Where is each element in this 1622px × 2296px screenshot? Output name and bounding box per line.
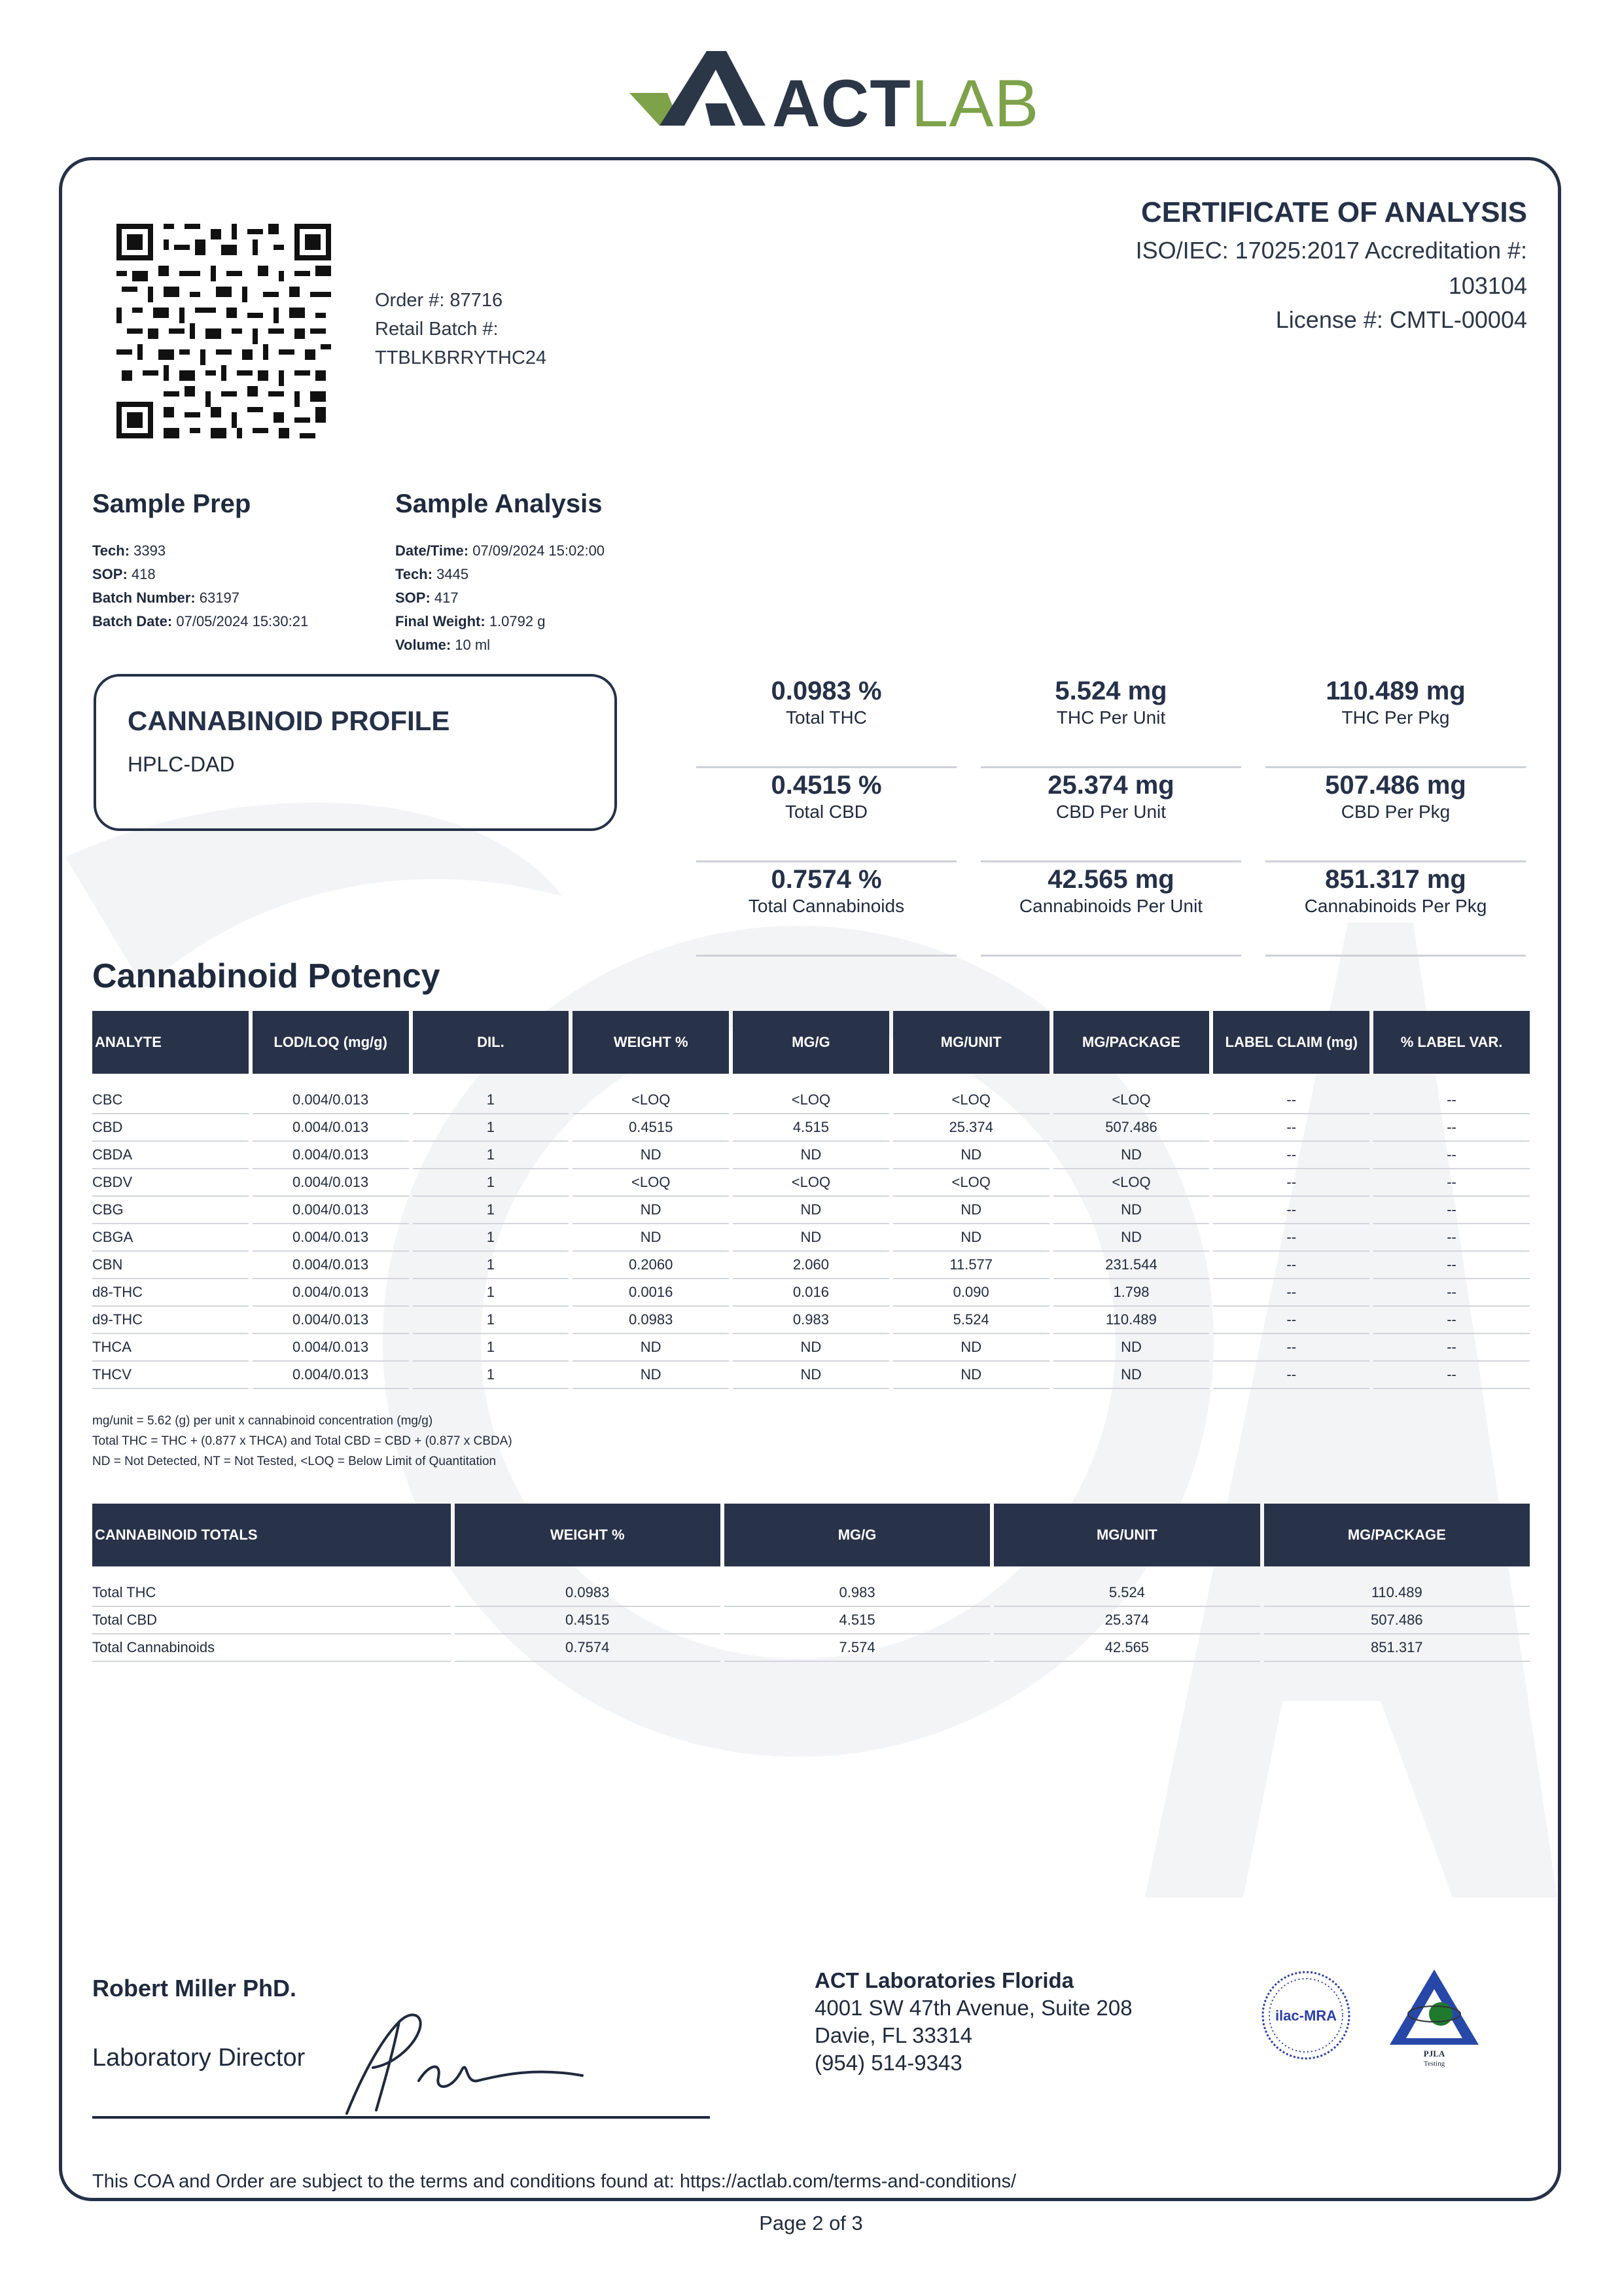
row-label-cell: CBG <box>92 1197 249 1224</box>
table-cell: ND <box>573 1362 729 1389</box>
table-cell: 5.524 <box>994 1580 1260 1607</box>
table-spacer <box>92 1566 1530 1580</box>
row-label-cell: CBN <box>92 1252 249 1279</box>
table-cell: <LOQ <box>733 1169 889 1197</box>
table-cell: 0.983 <box>733 1307 889 1334</box>
field-label: Final Weight: <box>395 613 485 629</box>
table-cell: 0.004/0.013 <box>253 1087 409 1114</box>
summary-label: Total Cannabinoids <box>748 896 905 916</box>
table-cell: 7.574 <box>724 1634 990 1662</box>
column-header: CANNABINOID TOTALS <box>92 1504 451 1566</box>
logo-text-lab: LAB <box>911 66 1040 141</box>
table-cell: 0.004/0.013 <box>253 1169 409 1197</box>
potency-row <box>92 1252 1530 1279</box>
totals-header-row <box>92 1504 1530 1566</box>
table-cell: 25.374 <box>893 1114 1049 1142</box>
table-cell: 0.0983 <box>573 1307 729 1334</box>
column-header: LOD/LOQ (mg/g) <box>253 1011 409 1074</box>
table-cell: -- <box>1373 1362 1530 1389</box>
table-cell: -- <box>1373 1197 1530 1224</box>
column-header: MG/UNIT <box>994 1504 1260 1566</box>
table-cell: ND <box>733 1334 889 1362</box>
table-cell: 507.486 <box>1264 1607 1530 1634</box>
summary-value: 25.374 mg <box>1048 771 1174 800</box>
table-cell: -- <box>1373 1307 1530 1334</box>
summary-row <box>696 864 1526 957</box>
actlab-logo-text <box>772 65 1039 142</box>
analysis-method: HPLC-DAD <box>128 752 235 776</box>
row-label-cell: Total Cannabinoids <box>92 1634 451 1662</box>
table-cell: 11.577 <box>893 1252 1049 1279</box>
field-label: SOP: <box>395 590 431 606</box>
table-cell: 507.486 <box>1053 1114 1210 1142</box>
terms-notice <box>92 2171 1016 2193</box>
field-value: 1.0792 g <box>485 613 546 629</box>
signer-title: Laboratory Director <box>92 2044 306 2072</box>
sample-prep-fields <box>92 539 308 633</box>
column-header: WEIGHT % <box>455 1504 720 1566</box>
field-label: Volume: <box>395 637 451 653</box>
column-header: DIL. <box>413 1011 569 1074</box>
column-header: MG/PACKAGE <box>1264 1504 1530 1566</box>
summary-value: 42.565 mg <box>1048 865 1174 894</box>
potency-row <box>92 1114 1530 1142</box>
table-cell: ND <box>893 1142 1049 1169</box>
table-cell: ND <box>1053 1334 1210 1362</box>
totals-row <box>92 1634 1530 1662</box>
note-line: Total THC = THC + (0.877 x THCA) and Total CBD = CBD + (0.877 x CBDA) <box>92 1434 512 1448</box>
row-label-cell: CBD <box>92 1114 249 1142</box>
cannabinoid-profile-title: CANNABINOID PROFILE <box>128 705 450 736</box>
table-cell: -- <box>1373 1252 1530 1279</box>
table-cell: ND <box>733 1197 889 1224</box>
signature-line <box>92 2116 710 2119</box>
field-value: 417 <box>430 590 459 606</box>
table-cell: 0.004/0.013 <box>253 1334 409 1362</box>
table-cell: 110.489 <box>1053 1307 1210 1334</box>
table-cell: 1 <box>413 1252 569 1279</box>
field-label: Tech: <box>395 566 433 582</box>
summary-label: THC Per Pkg <box>1341 707 1450 728</box>
table-cell: -- <box>1213 1307 1369 1334</box>
table-cell: 1.798 <box>1053 1279 1210 1307</box>
terms-link[interactable]: https://actlab.com/terms-and-conditions/ <box>679 2171 1017 2192</box>
summary-cell <box>1265 769 1526 862</box>
note-line: ND = Not Detected, NT = Not Tested, <LOQ = Below Limit of Quantitation <box>92 1455 497 1468</box>
summary-cell <box>696 675 957 768</box>
table-cell: ND <box>573 1142 729 1169</box>
table-cell: -- <box>1213 1197 1369 1224</box>
table-cell: <LOQ <box>893 1169 1049 1197</box>
summary-cell <box>1265 864 1526 957</box>
table-cell: -- <box>1213 1142 1369 1169</box>
field-label: SOP: <box>92 566 128 582</box>
table-cell: ND <box>893 1197 1049 1224</box>
summary-row <box>696 675 1526 768</box>
row-label-cell: CBC <box>92 1087 249 1114</box>
column-header: MG/G <box>733 1011 889 1074</box>
sample-prep-field <box>92 539 308 563</box>
table-cell: 1 <box>413 1307 569 1334</box>
table-cell: 0.0983 <box>455 1580 720 1607</box>
table-cell: 5.524 <box>893 1307 1049 1334</box>
page-number: Page 2 of 3 <box>759 2212 863 2234</box>
table-cell: 0.004/0.013 <box>253 1307 409 1334</box>
summary-cell <box>696 864 957 957</box>
summary-value: 507.486 mg <box>1325 771 1466 800</box>
field-value: 07/09/2024 15:02:00 <box>468 542 605 559</box>
table-cell: 1 <box>413 1224 569 1252</box>
table-cell: -- <box>1373 1334 1530 1362</box>
table-cell: 4.515 <box>733 1114 889 1142</box>
table-cell: <LOQ <box>573 1087 729 1114</box>
summary-label: Total THC <box>786 707 867 728</box>
table-cell: 1 <box>413 1334 569 1362</box>
table-cell: ND <box>733 1362 889 1389</box>
summary-cell <box>981 769 1241 862</box>
row-label-cell: CBDV <box>92 1169 249 1197</box>
row-label-cell: CBGA <box>92 1224 249 1252</box>
table-cell: 0.004/0.013 <box>253 1252 409 1279</box>
sample-prep-field <box>92 610 308 633</box>
actlab-logo-mark-icon <box>628 41 772 139</box>
potency-row <box>92 1142 1530 1169</box>
sample-prep-field <box>92 563 308 586</box>
potency-row <box>92 1169 1530 1197</box>
order-number: Order #: 87716 <box>375 290 503 311</box>
table-cell: 0.7574 <box>455 1634 720 1662</box>
table-cell: -- <box>1213 1362 1369 1389</box>
summary-cell <box>696 769 957 862</box>
table-cell: -- <box>1213 1224 1369 1252</box>
row-label-cell: THCV <box>92 1362 249 1389</box>
license-number: License #: CMTL-00004 <box>1275 306 1527 333</box>
table-cell: 1 <box>413 1114 569 1142</box>
table-cell: -- <box>1213 1334 1369 1362</box>
summary-cell <box>981 864 1241 957</box>
logo-text-act: ACT <box>772 66 911 141</box>
row-label-cell: Total CBD <box>92 1607 451 1634</box>
table-cell: 1 <box>413 1142 569 1169</box>
table-cell: 0.983 <box>724 1580 990 1607</box>
summary-value: 851.317 mg <box>1325 865 1466 894</box>
accreditation-number: 103104 <box>1448 272 1527 299</box>
table-cell: -- <box>1373 1087 1530 1114</box>
summary-value: 0.4515 % <box>771 771 882 800</box>
table-cell: <LOQ <box>1053 1169 1210 1197</box>
lab-address-line: Davie, FL 33314 <box>815 2023 972 2047</box>
sample-analysis-field <box>395 633 605 657</box>
column-header: MG/PACKAGE <box>1053 1011 1210 1074</box>
summary-grid <box>696 675 1526 957</box>
potency-row <box>92 1224 1530 1252</box>
field-label: Date/Time: <box>395 542 469 559</box>
table-cell: ND <box>1053 1142 1210 1169</box>
table-cell: 851.317 <box>1264 1634 1530 1662</box>
certificate-title: CERTIFICATE OF ANALYSIS <box>1141 196 1527 228</box>
summary-cell <box>1265 675 1526 768</box>
table-cell: -- <box>1213 1114 1369 1142</box>
table-cell: -- <box>1213 1279 1369 1307</box>
retail-batch-label: Retail Batch #: <box>375 319 499 340</box>
field-value: 63197 <box>195 590 239 606</box>
row-label-cell: Total THC <box>92 1580 451 1607</box>
accreditation-line: ISO/IEC: 17025:2017 Accreditation #: <box>1135 237 1527 264</box>
field-value: 418 <box>127 566 156 582</box>
table-cell: 0.090 <box>893 1279 1049 1307</box>
table-cell: 0.4515 <box>455 1607 720 1634</box>
summary-value: 0.7574 % <box>771 865 882 894</box>
actlab-logo <box>628 41 1040 141</box>
summary-label: CBD Per Pkg <box>1341 802 1451 822</box>
note-line: mg/unit = 5.62 (g) per unit x cannabinoid concentration (mg/g) <box>92 1414 433 1428</box>
potency-row <box>92 1197 1530 1224</box>
potency-row <box>92 1334 1530 1362</box>
table-cell: ND <box>1053 1362 1210 1389</box>
table-cell: -- <box>1373 1142 1530 1169</box>
column-header: WEIGHT % <box>573 1011 729 1074</box>
sample-analysis-field <box>395 539 605 563</box>
terms-text: This COA and Order are subject to the terms and conditions found at: <box>92 2171 680 2192</box>
lab-address-line: 4001 SW 47th Avenue, Suite 208 <box>815 1996 1133 2020</box>
potency-title: Cannabinoid Potency <box>92 957 440 995</box>
qr-code-icon[interactable] <box>116 224 331 438</box>
table-cell: -- <box>1373 1114 1530 1142</box>
table-cell: 1 <box>413 1279 569 1307</box>
column-header: LABEL CLAIM (mg) <box>1213 1011 1369 1074</box>
potency-table <box>88 1011 1534 1389</box>
potency-row <box>92 1307 1530 1334</box>
table-cell: 25.374 <box>994 1607 1260 1634</box>
table-cell: 0.4515 <box>573 1114 729 1142</box>
table-cell: <LOQ <box>733 1087 889 1114</box>
table-cell: ND <box>893 1362 1049 1389</box>
table-cell: 2.060 <box>733 1252 889 1279</box>
table-cell: 0.004/0.013 <box>253 1197 409 1224</box>
sample-prep-title: Sample Prep <box>92 489 251 518</box>
table-spacer <box>92 1074 1530 1087</box>
table-cell: 1 <box>413 1087 569 1114</box>
handwritten-signature-icon <box>321 2002 595 2120</box>
table-cell: <LOQ <box>893 1087 1049 1114</box>
field-value: 07/05/2024 15:30:21 <box>172 613 309 629</box>
column-header: % LABEL VAR. <box>1373 1011 1530 1074</box>
summary-row <box>696 769 1526 862</box>
sample-analysis-fields <box>395 539 605 657</box>
potency-row <box>92 1279 1530 1307</box>
table-cell: -- <box>1373 1279 1530 1307</box>
summary-label: Cannabinoids Per Unit <box>1019 896 1203 916</box>
sample-analysis-field <box>395 563 605 586</box>
potency-notes <box>92 1411 512 1472</box>
summary-label: THC Per Unit <box>1056 707 1166 728</box>
pjla-logo-text: PJLA <box>1423 2049 1445 2058</box>
table-cell: 4.515 <box>724 1607 990 1634</box>
totals-table <box>88 1504 1534 1662</box>
totals-row <box>92 1607 1530 1634</box>
table-cell: ND <box>573 1197 729 1224</box>
table-cell: 0.016 <box>733 1279 889 1307</box>
pjla-logo-icon <box>1387 1963 1482 2068</box>
table-cell: <LOQ <box>573 1169 729 1197</box>
table-cell: 0.004/0.013 <box>253 1114 409 1142</box>
summary-value: 5.524 mg <box>1055 677 1167 705</box>
field-value: 10 ml <box>451 637 491 653</box>
table-cell: ND <box>573 1224 729 1252</box>
table-cell: 0.2060 <box>573 1252 729 1279</box>
row-label-cell: d9-THC <box>92 1307 249 1334</box>
field-label: Batch Date: <box>92 613 173 629</box>
sample-prep-field <box>92 586 308 610</box>
table-cell: -- <box>1213 1169 1369 1197</box>
ilac-mra-logo-icon <box>1260 1969 1352 2061</box>
table-cell: -- <box>1213 1252 1369 1279</box>
table-cell: 0.004/0.013 <box>253 1362 409 1389</box>
table-cell: <LOQ <box>1053 1087 1210 1114</box>
summary-label: Total CBD <box>785 802 868 822</box>
row-label-cell: d8-THC <box>92 1279 249 1307</box>
table-cell: ND <box>893 1224 1049 1252</box>
lab-phone: (954) 514-9343 <box>815 2051 962 2075</box>
table-cell: 1 <box>413 1197 569 1224</box>
table-cell: 0.004/0.013 <box>253 1279 409 1307</box>
summary-label: CBD Per Unit <box>1055 802 1167 822</box>
table-cell: 0.004/0.013 <box>253 1224 409 1252</box>
column-header: MG/UNIT <box>893 1011 1049 1074</box>
table-cell: 0.004/0.013 <box>253 1142 409 1169</box>
table-cell: 0.0016 <box>573 1279 729 1307</box>
field-label: Tech: <box>92 542 130 559</box>
signer-name: Robert Miller PhD. <box>92 1975 297 2002</box>
column-header: ANALYTE <box>92 1011 249 1074</box>
table-cell: 1 <box>413 1362 569 1389</box>
totals-row <box>92 1580 1530 1607</box>
sample-analysis-field <box>395 586 605 610</box>
table-cell: ND <box>1053 1224 1210 1252</box>
potency-table-body <box>92 1074 1530 1389</box>
table-cell: ND <box>1053 1197 1210 1224</box>
table-cell: ND <box>733 1224 889 1252</box>
row-label-cell: CBDA <box>92 1142 249 1169</box>
table-cell: -- <box>1373 1169 1530 1197</box>
ilac-logo-text: ilac-MRA <box>1275 2007 1337 2024</box>
row-label-cell: THCA <box>92 1334 249 1362</box>
table-cell: ND <box>573 1334 729 1362</box>
field-label: Batch Number: <box>92 590 196 606</box>
table-cell: 110.489 <box>1264 1580 1530 1607</box>
table-cell: 1 <box>413 1169 569 1197</box>
summary-label: Cannabinoids Per Pkg <box>1304 896 1487 916</box>
sample-analysis-title: Sample Analysis <box>395 489 603 518</box>
table-cell: ND <box>733 1142 889 1169</box>
potency-row <box>92 1362 1530 1389</box>
potency-header-row <box>92 1011 1530 1074</box>
field-value: 3445 <box>432 566 469 582</box>
lab-name: ACT Laboratories Florida <box>815 1968 1074 1992</box>
summary-cell <box>981 675 1241 768</box>
field-value: 3393 <box>130 542 166 559</box>
table-cell: ND <box>893 1334 1049 1362</box>
table-cell: -- <box>1373 1224 1530 1252</box>
table-cell: -- <box>1213 1087 1369 1114</box>
sample-analysis-field <box>395 610 605 633</box>
summary-value: 110.489 mg <box>1326 677 1466 705</box>
totals-table-body <box>92 1566 1530 1662</box>
table-cell: 42.565 <box>994 1634 1260 1662</box>
column-header: MG/G <box>724 1504 990 1566</box>
potency-row <box>92 1087 1530 1114</box>
table-cell: 231.544 <box>1053 1252 1210 1279</box>
summary-value: 0.0983 % <box>771 677 882 705</box>
retail-batch-value: TTBLKBRRYTHC24 <box>375 347 547 368</box>
pjla-logo-subtext: Testing <box>1423 2060 1445 2068</box>
